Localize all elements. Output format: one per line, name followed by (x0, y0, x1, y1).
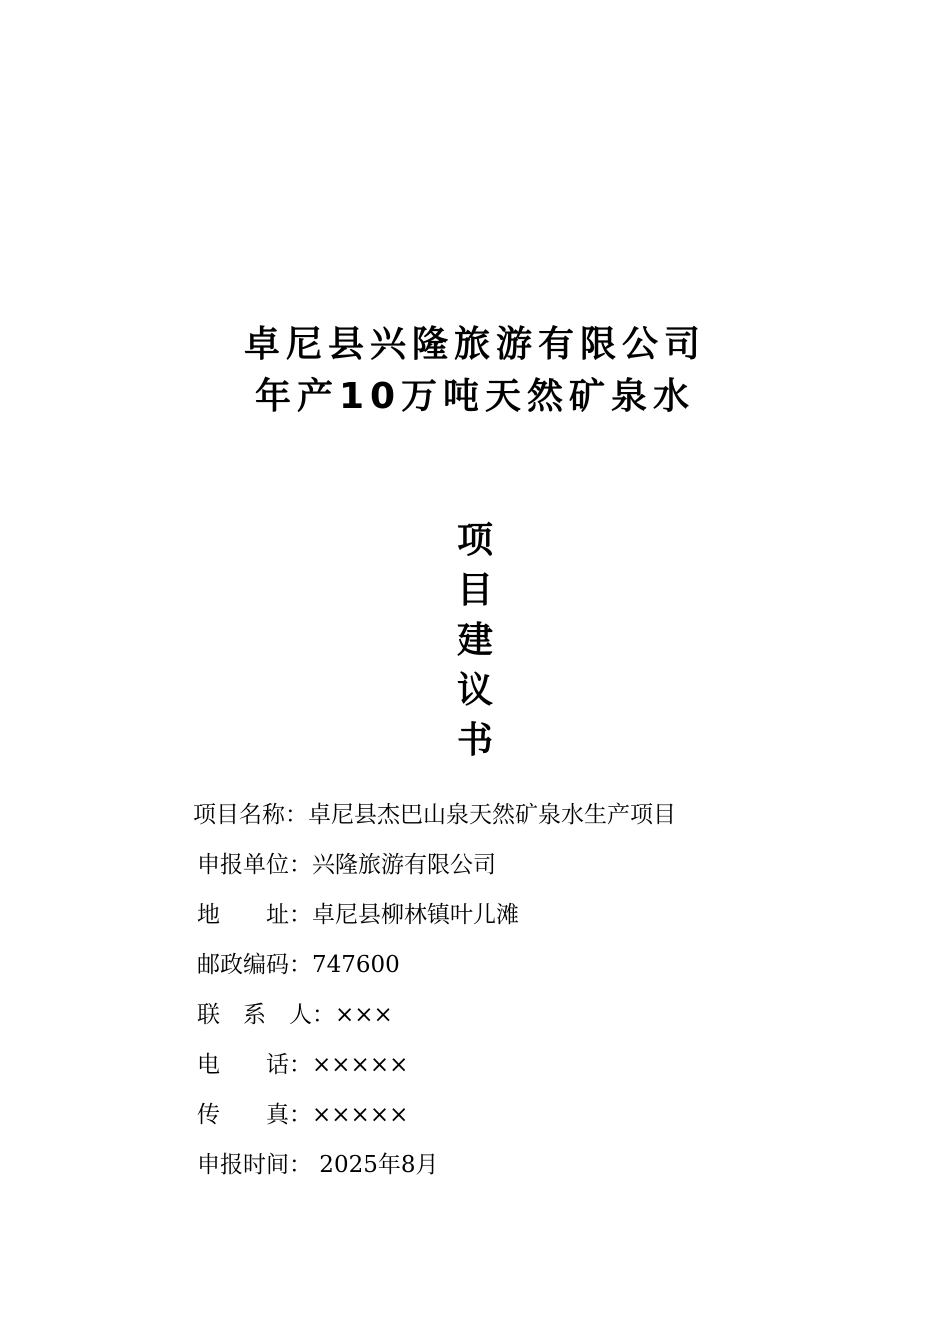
info-value: 2025年8月 (312, 1152, 439, 1178)
info-value: 卓尼县杰巴山泉天然矿泉水生产项目 (308, 802, 676, 828)
subtitle-char: 书 (456, 720, 493, 761)
info-label: 联 系 人： (197, 1002, 335, 1028)
info-row-postcode (193, 940, 893, 990)
info-value: ××××× (312, 1102, 409, 1128)
info-value: 卓尼县柳林镇叶儿滩 (312, 902, 519, 928)
info-value: ××××× (312, 1052, 409, 1078)
subtitle-char: 建 (456, 620, 493, 661)
info-row-fax (193, 1090, 893, 1140)
document-title-line2: 年产10万吨天然矿泉水 (254, 376, 696, 417)
info-row-address (193, 890, 893, 940)
info-label: 邮政编码： (197, 952, 312, 978)
info-value: 747600 (312, 952, 400, 978)
info-label: 传 真： (197, 1102, 312, 1128)
info-label: 申报时间： (197, 1152, 312, 1178)
info-row-phone (193, 1040, 893, 1090)
info-row-contact (193, 990, 893, 1040)
project-info-list (193, 790, 893, 1190)
subtitle-char: 项 (456, 520, 493, 561)
info-row-date (193, 1140, 893, 1190)
info-label: 地 址： (197, 902, 312, 928)
info-row-applicant (193, 840, 893, 890)
document-subtitle-vertical (0, 516, 950, 766)
info-row-project-name (193, 790, 893, 840)
subtitle-char: 目 (456, 570, 493, 611)
info-label: 申报单位： (197, 852, 312, 878)
info-label: 电 话： (197, 1052, 312, 1078)
info-value: 兴隆旅游有限公司 (312, 852, 496, 878)
subtitle-char: 议 (456, 670, 493, 711)
info-label: 项目名称： (193, 802, 308, 828)
info-value: ××× (335, 1002, 393, 1028)
document-title-line1: 卓尼县兴隆旅游有限公司 (243, 324, 706, 365)
